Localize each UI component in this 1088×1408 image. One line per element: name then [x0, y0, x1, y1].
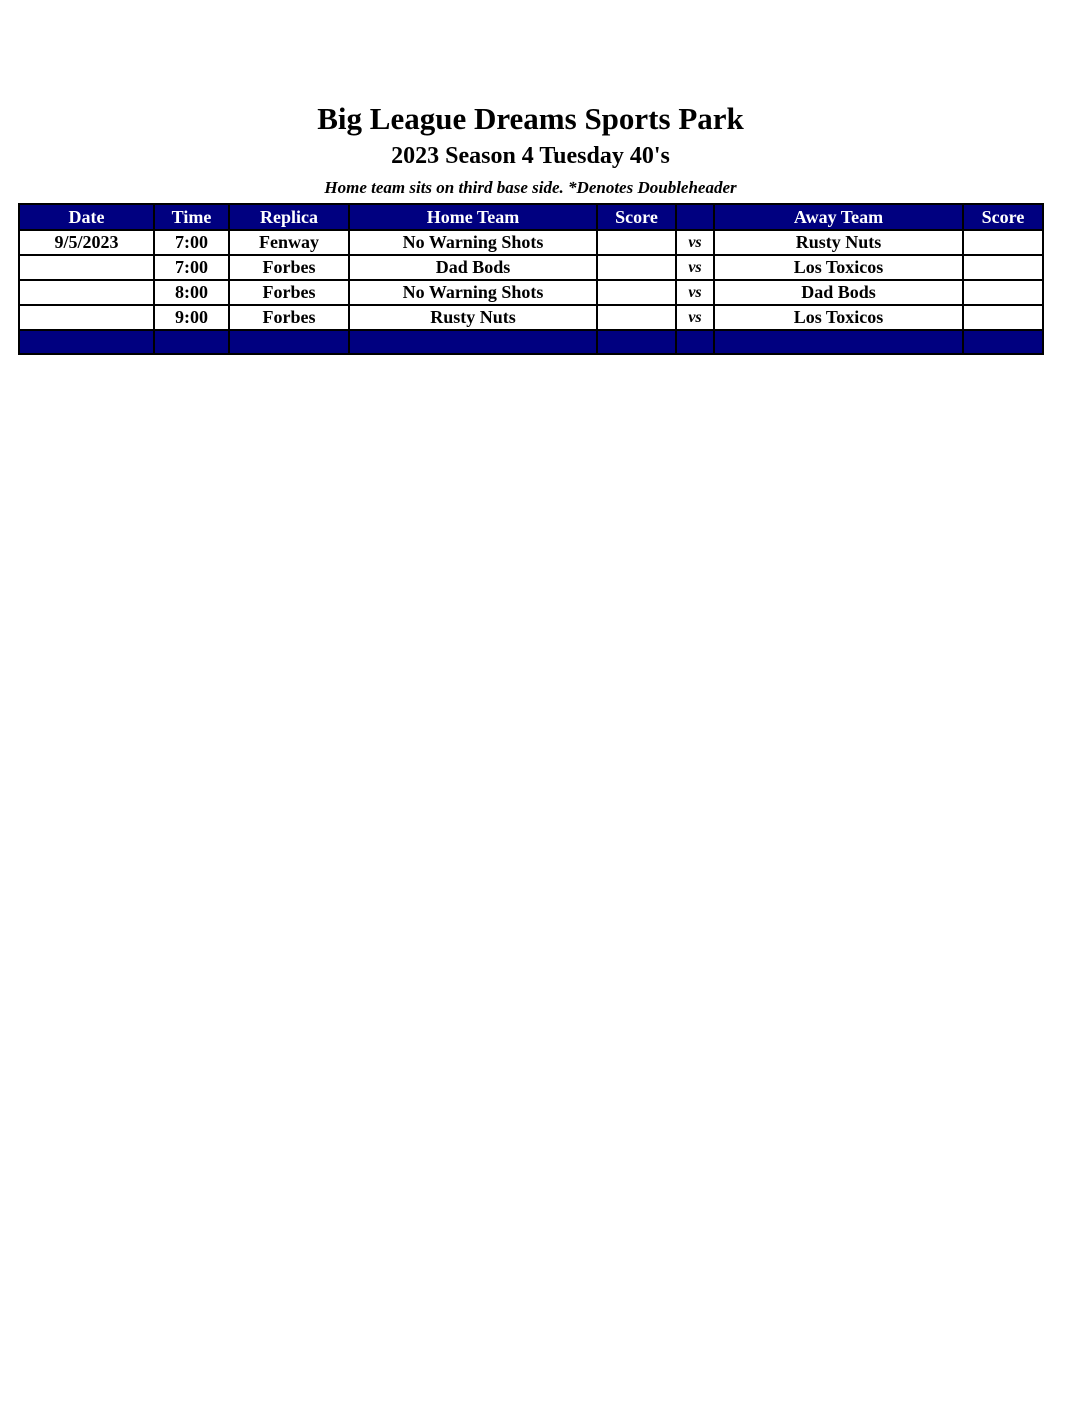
table-footer-row	[19, 330, 1043, 354]
table-header-row	[19, 204, 1043, 230]
footer-cell	[597, 330, 676, 354]
cell-replica: Forbes	[229, 305, 349, 330]
table-row	[19, 280, 1043, 305]
cell-replica: Fenway	[229, 230, 349, 255]
column-header-replica: Replica	[229, 204, 349, 230]
column-header-date: Date	[19, 204, 154, 230]
footer-cell	[229, 330, 349, 354]
footer-cell	[349, 330, 597, 354]
cell-time: 8:00	[154, 280, 229, 305]
cell-time: 9:00	[154, 305, 229, 330]
column-header-home-score: Score	[597, 204, 676, 230]
cell-away-team: Los Toxicos	[714, 305, 963, 330]
column-header-time: Time	[154, 204, 229, 230]
column-header-home-team: Home Team	[349, 204, 597, 230]
cell-replica: Forbes	[229, 280, 349, 305]
schedule-table	[18, 203, 1044, 355]
cell-replica: Forbes	[229, 255, 349, 280]
cell-home-score	[597, 280, 676, 305]
cell-home-score	[597, 230, 676, 255]
cell-home-team: Dad Bods	[349, 255, 597, 280]
column-header-away-score: Score	[963, 204, 1043, 230]
cell-time: 7:00	[154, 255, 229, 280]
cell-date	[19, 280, 154, 305]
page-subtitle: 2023 Season 4 Tuesday 40's	[391, 143, 670, 169]
cell-time: 7:00	[154, 230, 229, 255]
cell-vs: vs	[676, 230, 714, 255]
cell-vs: vs	[676, 305, 714, 330]
cell-home-score	[597, 305, 676, 330]
cell-away-score	[963, 305, 1043, 330]
footer-cell	[714, 330, 963, 354]
table-row	[19, 305, 1043, 330]
cell-home-team: No Warning Shots	[349, 280, 597, 305]
cell-vs: vs	[676, 255, 714, 280]
column-header-away-team: Away Team	[714, 204, 963, 230]
cell-away-team: Los Toxicos	[714, 255, 963, 280]
cell-vs: vs	[676, 280, 714, 305]
footer-cell	[676, 330, 714, 354]
cell-home-team: No Warning Shots	[349, 230, 597, 255]
cell-away-score	[963, 230, 1043, 255]
page-note: Home team sits on third base side. *Denotes Doubleheader	[324, 178, 737, 197]
cell-date	[19, 255, 154, 280]
cell-home-score	[597, 255, 676, 280]
cell-date: 9/5/2023	[19, 230, 154, 255]
cell-away-score	[963, 280, 1043, 305]
cell-away-team: Dad Bods	[714, 280, 963, 305]
cell-away-team: Rusty Nuts	[714, 230, 963, 255]
footer-cell	[963, 330, 1043, 354]
cell-date	[19, 305, 154, 330]
page-title: Big League Dreams Sports Park	[317, 101, 744, 136]
cell-away-score	[963, 255, 1043, 280]
table-row	[19, 255, 1043, 280]
table-row	[19, 230, 1043, 255]
footer-cell	[154, 330, 229, 354]
cell-home-team: Rusty Nuts	[349, 305, 597, 330]
footer-cell	[19, 330, 154, 354]
column-header-vs	[676, 204, 714, 230]
